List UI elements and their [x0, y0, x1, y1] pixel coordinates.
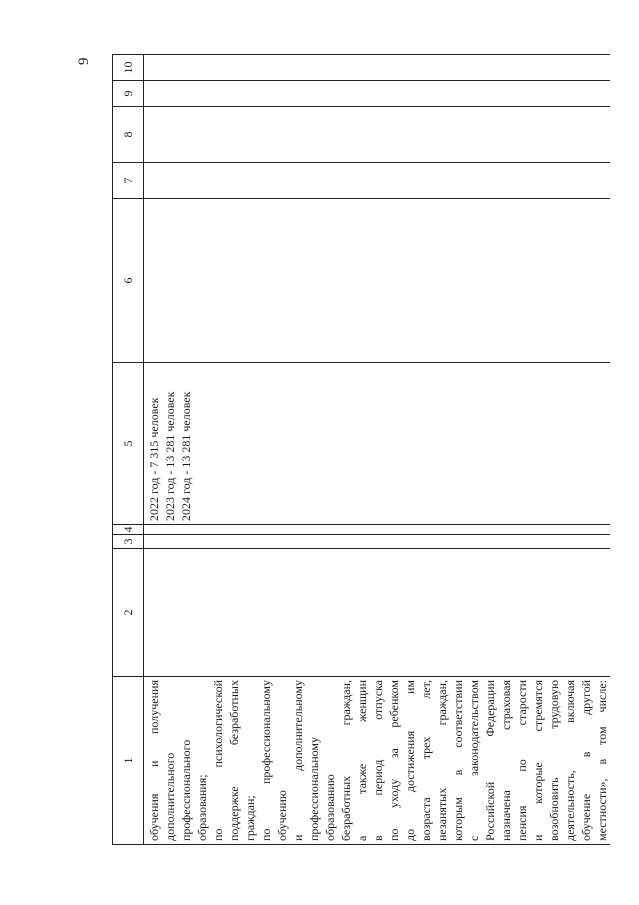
cell-col-10 — [144, 55, 611, 81]
description-line: и которые стремятся — [531, 680, 545, 841]
cell-col-7 — [144, 163, 611, 199]
description-line: образования; — [195, 774, 209, 841]
column-header-10: 10 — [113, 55, 144, 81]
column-header-3: 3 — [113, 535, 144, 549]
target-value-line: 2022 год - 7 315 человек — [147, 397, 161, 521]
description-line: по уходу за ребенком — [387, 680, 401, 841]
column-header-8: 8 — [113, 107, 144, 163]
description-line: обучение в другой — [579, 680, 593, 841]
column-header-5: 5 — [113, 363, 144, 525]
description-line: которым в соответствии — [451, 680, 465, 841]
description-line: а также женщин — [355, 680, 369, 841]
table-row — [144, 55, 611, 845]
description-line: по психологической — [211, 680, 225, 841]
description-line: до достижения им — [403, 680, 417, 841]
cell-col-6 — [144, 199, 611, 363]
target-value-line: 2023 год - 13 281 человек — [163, 391, 177, 521]
description-line: в период отпуска — [371, 680, 385, 841]
description-line: профессионального — [179, 739, 193, 841]
page-number: 9 — [76, 57, 92, 65]
cell-col-3 — [144, 535, 611, 549]
description-line: дополнительного — [163, 752, 177, 841]
description-line: по профессиональному — [259, 680, 273, 841]
description-line: возобновить трудовую — [547, 680, 561, 841]
description-line: местности», в том числе: — [595, 680, 609, 841]
column-header-1: 1 — [113, 677, 144, 845]
column-header-6: 6 — [113, 199, 144, 363]
description-line: с законодательством — [467, 680, 481, 841]
description-line: обучения и получения — [147, 680, 161, 841]
description-line: граждан; — [243, 795, 257, 841]
cell-col-4 — [144, 525, 611, 535]
description-line: профессиональному — [307, 737, 321, 841]
column-header-2: 2 — [113, 549, 144, 677]
cell-col-2 — [144, 549, 611, 677]
description-line: образованию — [323, 774, 337, 841]
cell-targets — [144, 363, 611, 525]
description-line: назначена страховая — [499, 680, 513, 841]
cell-col-8 — [144, 107, 611, 163]
description-line: деятельность, включая — [563, 680, 577, 841]
cell-col-9 — [144, 81, 611, 107]
column-header-9: 9 — [113, 81, 144, 107]
target-value-line: 2024 год - 13 281 человек — [179, 391, 193, 521]
description-line: безработных граждан, — [339, 680, 353, 841]
data-table — [112, 54, 610, 845]
description-line: незанятых граждан, — [435, 680, 449, 841]
column-header-7: 7 — [113, 163, 144, 199]
column-header-4: 4 — [113, 525, 144, 535]
header-row — [113, 55, 144, 845]
description-line: Российской Федерации — [483, 680, 497, 841]
description-line: возраста трех лет, — [419, 680, 433, 841]
description-line: и дополнительному — [291, 680, 305, 841]
description-line: поддержке безработных — [227, 680, 241, 841]
description-line: обучению — [275, 790, 289, 841]
description-line: пенсия по старости — [515, 680, 529, 841]
cell-description — [144, 677, 611, 845]
